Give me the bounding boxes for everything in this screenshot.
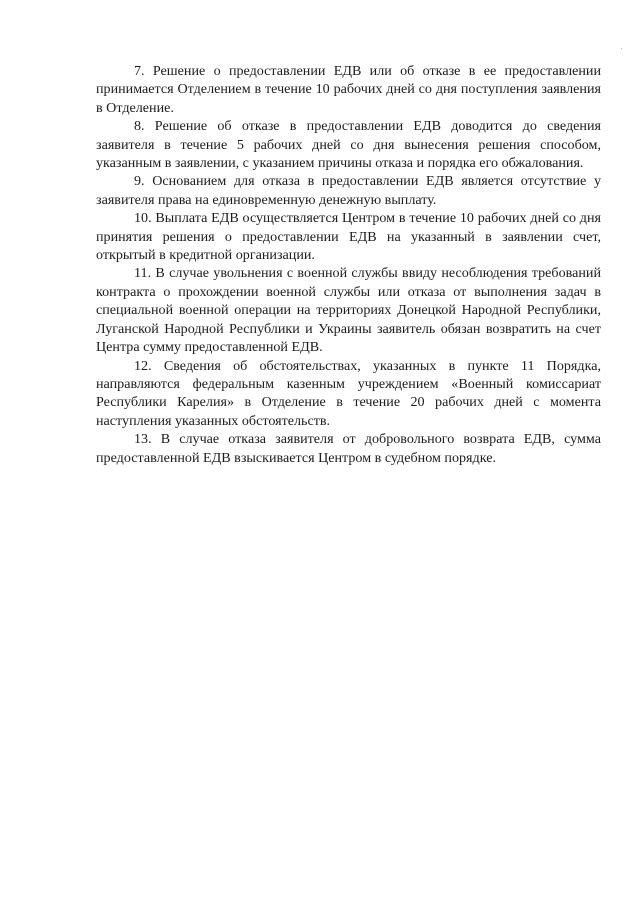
paragraph-13: 13. В случае отказа заявителя от добровольного возврата ЕДВ, сумма предоставленной ЕДВ взыскивается Центром в судебном порядке.: [96, 431, 601, 466]
paragraph-11: 11. В случае увольнения с военной службы ввиду несоблюдения требований контракта о прохождении военной службы или отказа от выполнения задач в специальной военной операции на территориях Донецкой Народной Республики, Луганской Народной Республики и Украины заявитель обязан возвратить на счет Центра сумму предоставленной ЕДВ.: [96, 265, 601, 356]
document-body: [96, 62, 601, 467]
paragraph-10: 10. Выплата ЕДВ осуществляется Центром в течение 10 рабочих дней со дня принятия решения о предоставлении ЕДВ на указанный в заявлении счет, открытый в кредитной организации.: [96, 210, 601, 264]
paragraph-7: 7. Решение о предоставлении ЕДВ или об отказе в ее предоставлении принимается Отделением в течение 10 рабочих дней со дня поступления заявления в Отделение.: [96, 63, 601, 116]
paragraph-8: 8. Решение об отказе в предоставлении ЕДВ доводится до сведения заявителя в течение 5 рабочих дней со дня вынесения решения способом, указанным в заявлении, с указанием причины отказа и порядка его обжалования.: [96, 118, 601, 172]
paragraph-12: 12. Сведения об обстоятельствах, указанных в пункте 11 Порядка, направляются федеральным казенным учреждением «Военный комиссариат Республики Карелия» в Отделение в течение 20 рабочих дней с момента наступления указанных обстоятельств.: [96, 357, 601, 429]
scan-speck: [621, 48, 622, 49]
paragraph-9: 9. Основанием для отказа в предоставлении ЕДВ является отсутствие у заявителя права на единовременную денежную выплату.: [96, 173, 601, 208]
